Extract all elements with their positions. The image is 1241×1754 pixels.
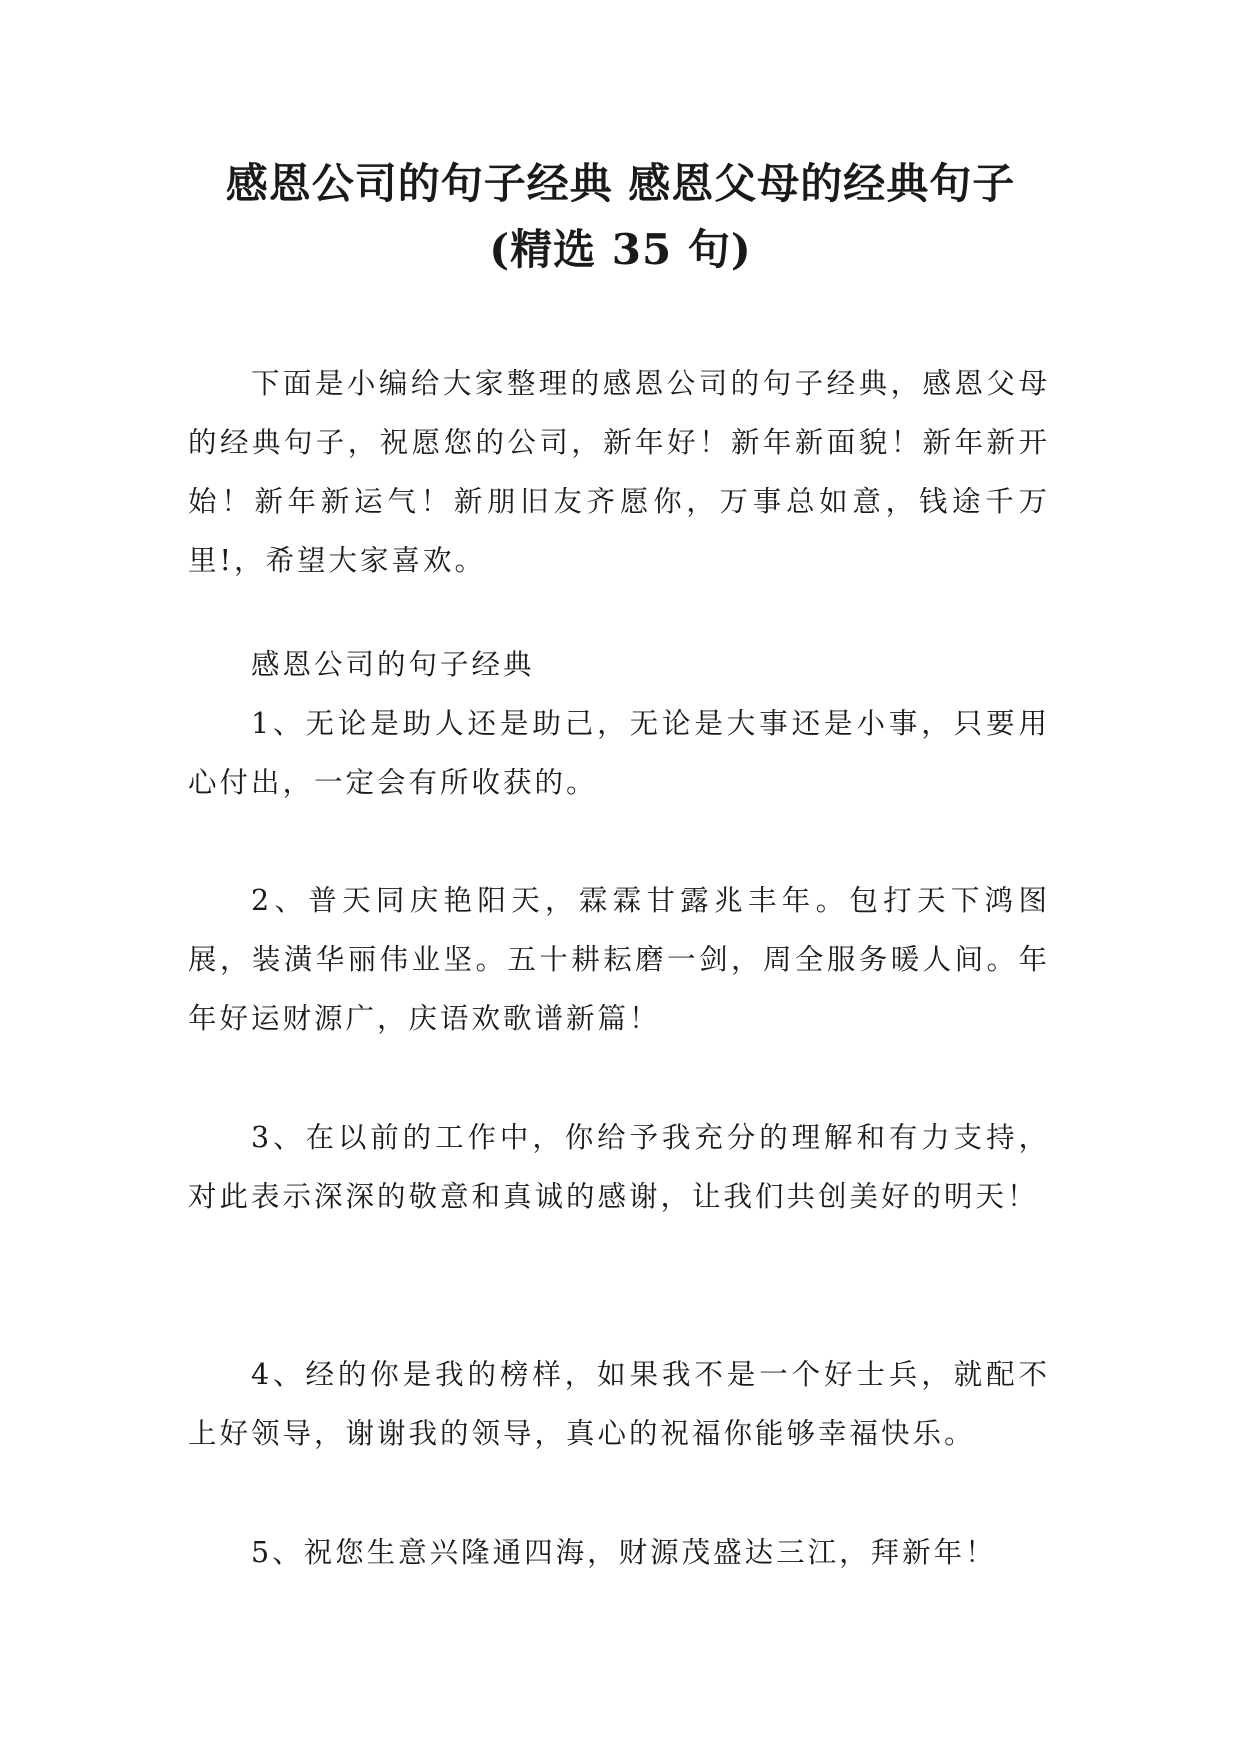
intro-paragraph: 下面是小编给大家整理的感恩公司的句子经典，感恩父母的经典句子，祝愿您的公司，新年好！新年新面貌！新年新开始！新年新运气！新朋旧友齐愿你，万事总如意，钱途千万里!，希望大家喜欢。: [188, 367, 1050, 577]
list-item: 3、在以前的工作中，你给予我充分的理解和有力支持，对此表示深深的敬意和真诚的感谢，让我们共创美好的明天！: [188, 1121, 1050, 1213]
list-item: 5、祝您生意兴隆通四海，财源茂盛达三江，拜新年！: [251, 1536, 997, 1569]
document-title-line2: (精选 35 句): [489, 225, 752, 274]
document-title-line1: 感恩公司的句子经典 感恩父母的经典句子: [225, 159, 1016, 208]
list-item: 1、无论是助人还是助己，无论是大事还是小事，只要用心付出，一定会有所收获的。: [188, 707, 1050, 799]
list-item: 4、经的你是我的榜样，如果我不是一个好士兵，就配不上好领导，谢谢我的领导，真心的祝福你能够幸福快乐。: [188, 1358, 1050, 1450]
section-heading: 感恩公司的句子经典: [251, 648, 535, 681]
list-item: 2、普天同庆艳阳天，霖霖甘露兆丰年。包打天下鸿图展，装潢华丽伟业坚。五十耕耘磨一剑，周全服务暖人间。年年好运财源广，庆语欢歌谱新篇！: [188, 884, 1050, 1035]
